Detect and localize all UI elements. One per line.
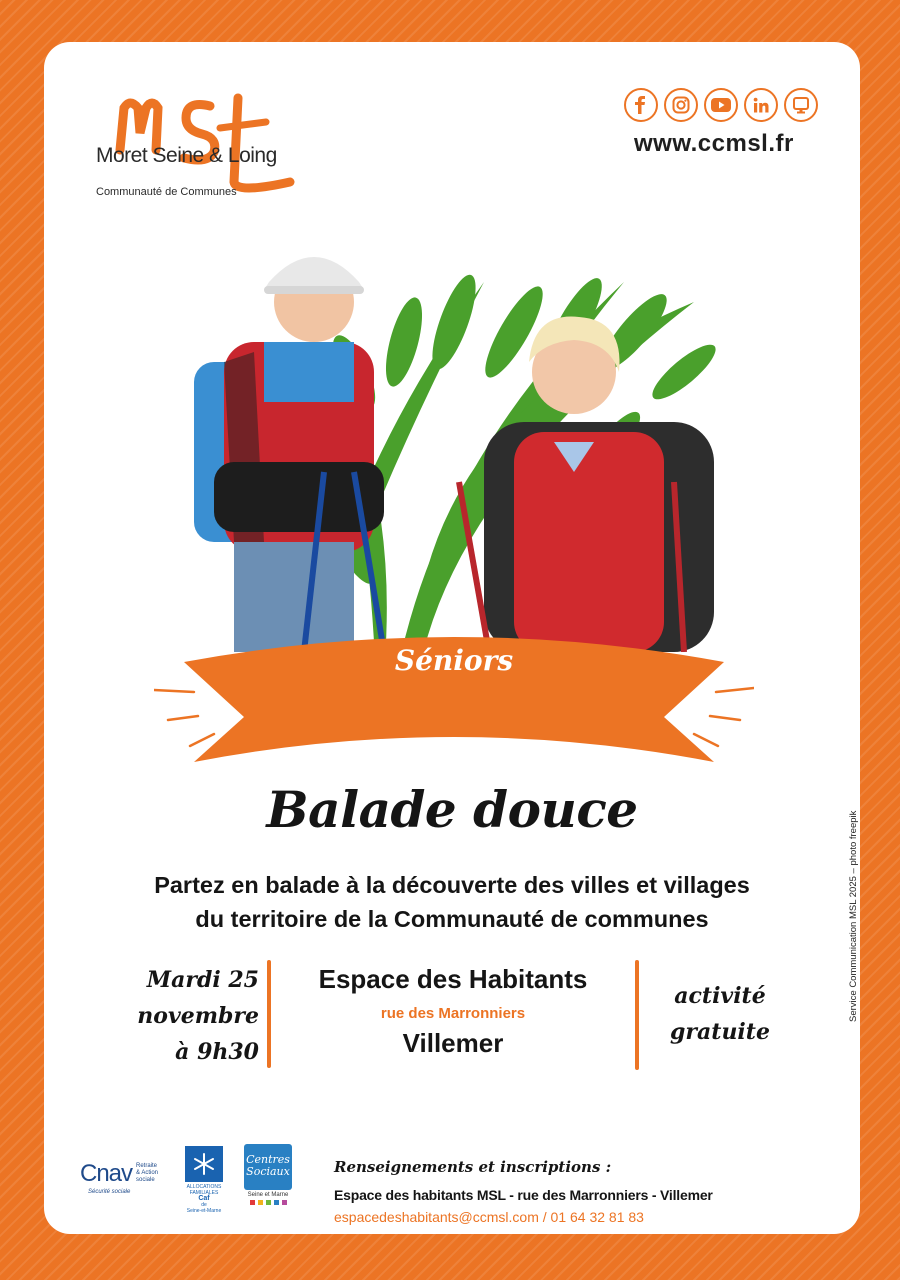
caf-text: ALLOCATIONS FAMILIALES Caf de Seine-et-Marne (186, 1184, 222, 1214)
centres-sociaux-label: Seine et Marne (247, 1192, 289, 1198)
color-dots (244, 1200, 292, 1205)
divider-right (635, 960, 639, 1070)
centres-sociaux-logo (244, 1144, 292, 1208)
cnav-side-text: Retraite & Action sociale (136, 1163, 159, 1183)
poster-card (44, 42, 860, 1234)
hikers-illustration (154, 212, 754, 652)
venue-city: Villemer (402, 1028, 504, 1058)
website-link[interactable]: www.ccmsl.fr (634, 130, 794, 157)
price-line-2: gratuite (670, 1019, 770, 1045)
cnav-subtitle: Sécurité sociale (88, 1189, 131, 1195)
date-line-1: Mardi 25 (146, 967, 259, 993)
youtube-icon[interactable] (704, 88, 738, 122)
photo-credit: Service Communication MSL 2025 – photo freepik (848, 810, 859, 1022)
event-title: Balade douce (266, 780, 638, 839)
social-links (624, 88, 818, 122)
event-price (650, 978, 790, 1050)
contact-block (334, 1158, 713, 1225)
contact-address: Espace des habitants MSL - rue des Marronniers - Villemer (334, 1187, 713, 1203)
description-line-2: du territoire de la Communauté de communes (195, 906, 709, 932)
event-description (44, 868, 860, 936)
price-line-1: activité (674, 983, 766, 1009)
venue-name: Espace des Habitants (318, 964, 588, 994)
date-line-3: à 9h30 (175, 1039, 259, 1065)
event-venue (280, 964, 626, 1059)
description-line-1: Partez en balade à la découverte des villes et villages (154, 872, 750, 898)
event-date (84, 962, 259, 1070)
seniors-label: Séniors (394, 644, 514, 677)
contact-title: Renseignements et inscriptions : (334, 1158, 612, 1176)
cnav-name: Cnav (80, 1160, 133, 1187)
date-line-2: novembre (137, 1003, 259, 1029)
linkedin-icon[interactable] (744, 88, 778, 122)
contact-email-phone[interactable]: espacedeshabitants@ccmsl.com / 01 64 32 81 83 (334, 1209, 644, 1225)
logo-name: Moret Seine & Loing (96, 144, 277, 167)
centres-sociaux-badge: Centres Sociaux (244, 1144, 292, 1190)
man-hiker (194, 257, 384, 652)
logo-subtitle: Communauté de Communes (96, 186, 237, 198)
divider-left (267, 960, 271, 1068)
snowflake-icon (185, 1146, 223, 1182)
instagram-icon[interactable] (664, 88, 698, 122)
venue-street: rue des Marronniers (380, 1005, 526, 1022)
msl-logo[interactable] (90, 78, 320, 208)
facebook-icon[interactable] (624, 88, 658, 122)
tv-icon[interactable] (784, 88, 818, 122)
caf-logo (185, 1146, 223, 1214)
cnav-logo (80, 1160, 180, 1196)
